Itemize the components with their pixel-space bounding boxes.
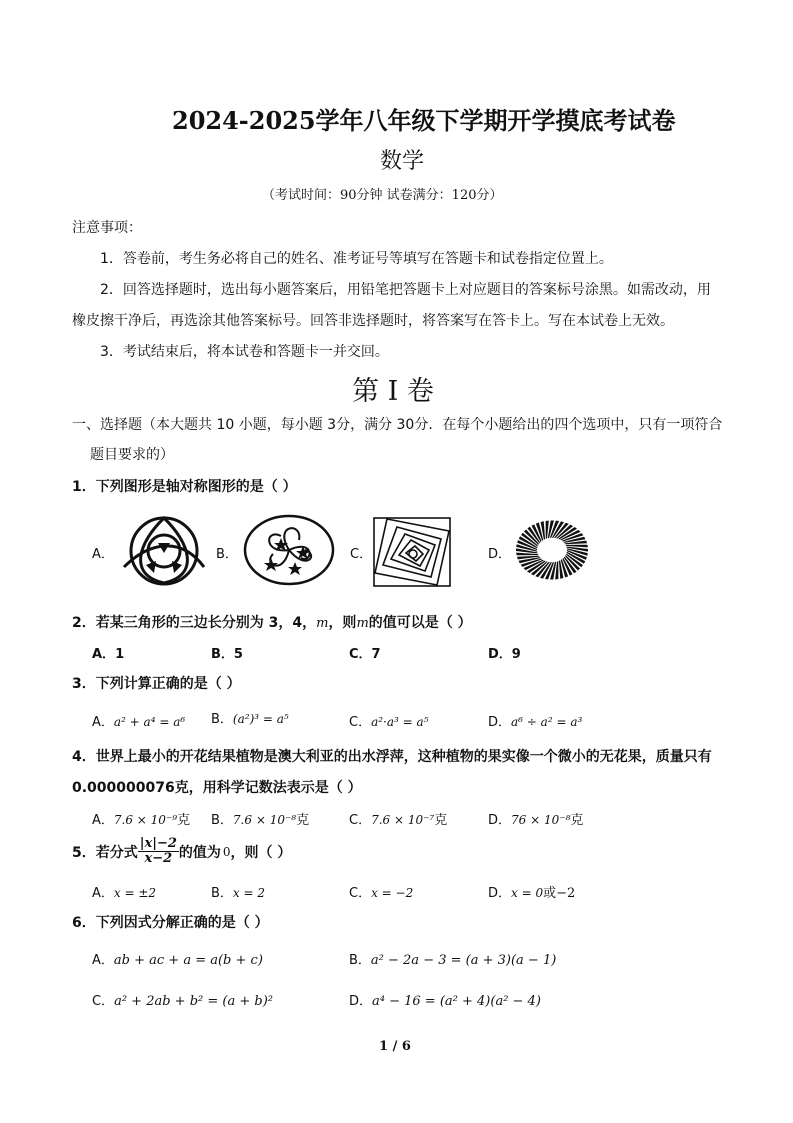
notes-heading: 注意事项： (72, 220, 142, 236)
q4-option-c (349, 809, 447, 828)
q3-option-a (92, 711, 185, 730)
option-label: D． (488, 715, 512, 730)
option-label: C． (349, 647, 372, 662)
q5-fraction (138, 837, 179, 866)
option-value: 5 (233, 647, 243, 662)
option-label: A． (92, 813, 114, 828)
q2-var: m (356, 616, 369, 631)
q6-option-d (349, 990, 541, 1009)
option-expr: ab + ac + a = a(b + c) (113, 953, 263, 968)
option-label: B． (211, 813, 233, 828)
section-heading-cont: 题目要求的） (90, 447, 174, 463)
q2-option-c (349, 643, 381, 662)
q5-option-a (92, 882, 156, 901)
subject-title: 数学 (380, 149, 425, 174)
page-number: 1 / 6 (379, 1039, 411, 1054)
option-unit: 克 (296, 813, 310, 828)
option-expr: 7.6 × 10⁻⁷ (371, 813, 435, 827)
q5-stem-part: ，则（ ） (230, 844, 292, 861)
q5-zero: 0 (222, 844, 231, 859)
option-expr: 7.6 × 10⁻⁹ (113, 813, 178, 827)
exam-title: 2024-2025学年八年级下学期开学摸底考试卷 (172, 106, 676, 135)
option-unit: 克 (570, 813, 584, 828)
option-label: B． (211, 712, 233, 727)
exam-info: （考试时间：90分钟 试卷满分：120分） (262, 188, 503, 203)
option-expr: a² + a⁴ = a⁶ (113, 715, 186, 729)
option-label: D． (488, 647, 512, 662)
q4-option-d (488, 809, 583, 828)
option-expr: (a²)³ = a⁵ (232, 712, 289, 726)
option-value: 9 (511, 647, 521, 662)
option-expr: a² + 2ab + b² = (a + b)² (114, 994, 273, 1009)
q1-option-b-label: B． (216, 547, 238, 562)
q2-stem-part: ，则 (328, 615, 357, 631)
option-expr: a⁴ − 16 = (a² + 4)(a² − 4) (372, 994, 541, 1009)
note-item: 2．回答选择题时，选出每小题答案后，用铅笔把答题卡上对应题目的答案标号涂黑。如需改动，用 (100, 282, 711, 298)
fraction-numerator: |x|−2 (139, 836, 177, 851)
note-item: 3．考试结束后，将本试卷和答题卡一并交回。 (100, 344, 389, 360)
q2-option-b (211, 643, 243, 662)
option-label: B． (211, 886, 233, 901)
q1-option-c-label: C． (350, 547, 373, 562)
q1-option-a-label: A． (92, 547, 114, 562)
nested-squares-spiral-figure (373, 517, 451, 587)
fraction-denominator: x−2 (144, 851, 173, 866)
flower-oval-figure (243, 514, 335, 586)
note-item: 1．答卷前，考生务必将自己的姓名、准考证号等填写在答题卡和试卷指定位置上。 (100, 251, 613, 267)
option-label: C． (92, 994, 115, 1009)
option-expr: a² − 2a − 3 = (a + 3)(a − 1) (370, 953, 557, 968)
question-6-stem: 6．下列因式分解正确的是（ ） (72, 915, 269, 931)
option-unit: 克 (434, 813, 448, 828)
option-label: C． (349, 813, 372, 828)
option-extra: −2 (556, 886, 576, 901)
q5-option-c (349, 882, 413, 901)
question-3-stem: 3．下列计算正确的是（ ） (72, 676, 241, 692)
section-heading: 一、选择题（本大题共 10 小题，每小题 3分，满分 30分．在每个小题给出的四个选项中，只有一项符合 (72, 417, 723, 433)
q2-option-d (488, 643, 521, 662)
option-label: C． (349, 886, 372, 901)
question-1-stem: 1．下列图形是轴对称图形的是（ ） (72, 479, 297, 495)
option-label: B． (211, 647, 234, 662)
q6-option-c (92, 990, 273, 1009)
option-expr: 7.6 × 10⁻⁸ (232, 813, 297, 827)
option-expr: x = 2 (232, 886, 266, 900)
q5-stem-part: 5．若分式 (72, 844, 138, 861)
q6-option-b (349, 949, 556, 968)
option-value: 7 (371, 647, 381, 662)
option-unit: 克 (177, 813, 191, 828)
option-label: C． (349, 715, 372, 730)
q5-stem-part: 的值为 (178, 844, 221, 861)
q2-stem-part: 2．若某三角形的三边长分别为 3，4， (72, 615, 317, 631)
option-expr: x = −2 (371, 886, 414, 900)
option-expr: a⁶ ÷ a² = a³ (511, 715, 583, 729)
question-2-stem (72, 612, 472, 632)
q3-option-d (488, 711, 582, 730)
option-label: B． (349, 953, 371, 968)
option-suffix: 或 (543, 886, 557, 901)
q2-var: m (316, 616, 329, 631)
q3-option-b (211, 708, 289, 727)
option-label: A． (92, 647, 116, 662)
option-label: D． (488, 813, 512, 828)
option-label: D． (349, 994, 373, 1009)
q6-option-a (92, 949, 263, 968)
radial-ring-figure (509, 513, 595, 587)
note-item: 橡皮擦干净后，再选涂其他答案标号。回答非选择题时，将答案写在答卡上。写在本试卷上无效。 (72, 313, 674, 329)
option-label: A． (92, 886, 114, 901)
q5-option-b (211, 882, 265, 901)
option-value: 1 (115, 647, 125, 662)
volume-title: 第 I 卷 (352, 376, 434, 407)
q1-option-d-label: D． (488, 547, 512, 562)
question-4-stem: 4．世界上最小的开花结果植物是澳大利亚的出水浮萍，这种植物的果实像一个微小的无花果，质量只有 (72, 749, 712, 765)
option-label: D． (488, 886, 512, 901)
q4-option-b (211, 809, 309, 828)
question-4-stem-cont: 0.000000076克，用科学记数法表示是（ ） (72, 780, 362, 796)
q2-option-a (92, 643, 124, 662)
q5-option-d (488, 882, 575, 901)
q3-option-c (349, 711, 428, 730)
option-expr: x = ±2 (113, 886, 157, 900)
option-label: A． (92, 715, 114, 730)
question-5-stem (72, 837, 291, 866)
option-expr: x = 0 (511, 886, 544, 900)
option-expr: a²·a³ = a⁵ (371, 715, 429, 729)
option-expr: 76 × 10⁻⁸ (511, 813, 571, 827)
option-label: A． (92, 953, 114, 968)
q4-option-a (92, 809, 190, 828)
q2-stem-part: 的值可以是（ ） (368, 615, 472, 631)
trefoil-knot-figure (118, 513, 210, 587)
